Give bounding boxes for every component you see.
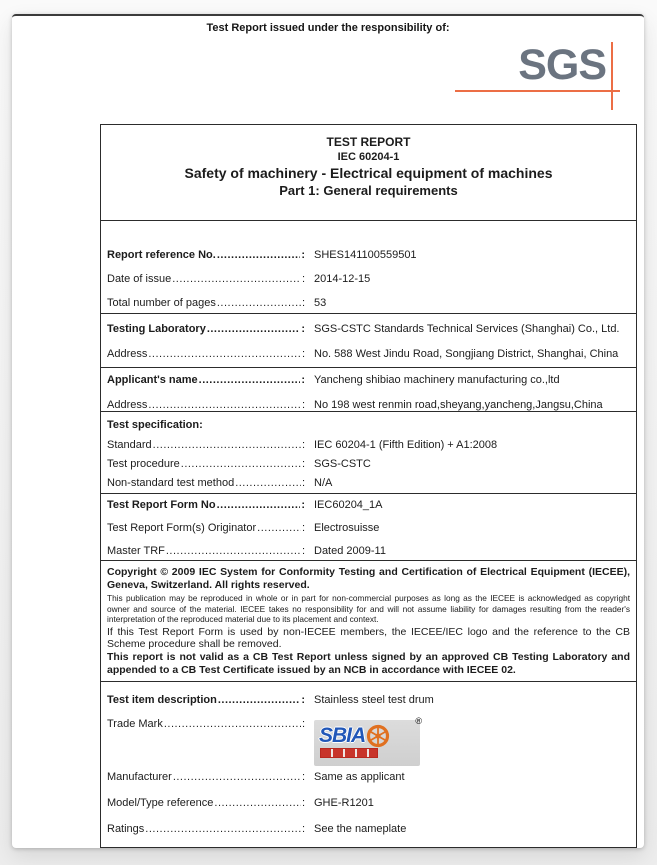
dotted-leader [173,771,301,783]
field-label: Total number of pages [107,296,216,309]
field-value: SGS-CSTC Standards Technical Services (Shanghai) Co., Ltd. [314,323,620,336]
field-label: Test Report Form No [107,499,216,512]
dotted-leader [218,694,301,706]
form-no-row [107,494,630,517]
applicant-name-row [107,368,630,393]
field-label: Report reference No. [107,248,216,261]
dotted-leader [164,718,301,730]
field-value: 53 [314,296,327,309]
section-report-form [101,493,636,561]
applicant-address-row [107,393,630,411]
colon: : [301,348,305,361]
dotted-leader [145,823,301,835]
dotted-leader [148,348,301,360]
copyright-small-print: This publication may be reproduced in whole or in part for non-commercial purposes as long as the IECEE is acknowledged as copyright owner and source of the material. IECEE takes no responsibility for and will not assume liability for damages resulting from the reader's interpretation of the reproduced material due to its placement and context. [107,593,630,625]
dotted-leader [153,439,301,451]
registered-trademark-symbol: ® [415,716,422,727]
form-originator-row [107,517,630,540]
colon: : [301,823,305,836]
field-value: N/A [314,477,333,490]
testing-laboratory-row [107,317,630,342]
field-value: IEC 60204-1 (Fifth Edition) + A1:2008 [314,439,498,452]
section-applicant [101,367,636,411]
dotted-leader [217,297,301,309]
colon: : [301,296,305,309]
section-test-specification [101,411,636,493]
laboratory-address-row [107,342,630,367]
trade-mark-row [107,712,630,764]
field-label: Model/Type reference [107,797,214,810]
trademark-logo [314,716,422,766]
field-label: Test procedure [107,458,180,471]
test-specification-heading: Test specification: [107,418,203,431]
master-trf-row [107,540,630,561]
page-card [12,14,644,848]
copyright-removal-note: If this Test Report Form is used by non-IECEE members, the IECEE/IEC logo and the reference to the CB Scheme procedure shall be removed. [107,625,630,651]
dotted-leader [235,477,301,489]
field-value: Same as applicant [314,771,405,784]
field-label: Test item description [107,694,217,707]
field-label: Applicant's name [107,374,198,387]
title-standard-number: IEC 60204-1 [337,151,400,163]
title-subtitle: Safety of machinery - Electrical equipment of machines [184,165,553,181]
section-copyright [101,560,636,681]
colon: : [301,694,305,707]
dotted-leader [217,499,301,511]
colon: : [301,272,305,285]
field-value: Dated 2009-11 [314,545,386,558]
dotted-leader [257,522,301,534]
title-block [101,125,636,220]
field-label: Test Report Form(s) Originator [107,522,257,535]
header-note: Test Report issued under the responsibility of: [206,22,450,34]
field-value: SHES141100559501 [314,248,417,261]
colon: : [301,439,305,452]
field-label: Address [107,399,148,411]
field-value: SGS-CSTC [314,458,371,471]
dotted-leader [199,374,301,386]
field-label: Ratings [107,823,145,836]
colon: : [301,545,305,558]
trademark-logo-text: SBIA [319,724,366,748]
field-label: Standard [107,439,152,452]
field-value: No 198 west renmin road,sheyang,yancheng,Jangsu,China [314,399,603,411]
dotted-leader [148,399,301,410]
section-report-info [101,220,636,313]
dotted-leader [181,458,301,470]
test-procedure-row [107,455,630,474]
sgs-crosshair-horizontal-line [455,90,620,92]
dotted-leader [207,323,301,335]
colon: : [301,374,305,387]
non-standard-method-row [107,474,630,493]
dotted-leader [214,797,301,809]
test-item-description-row [107,688,630,712]
colon: : [301,797,305,810]
copyright-intro: Copyright © 2009 IEC System for Conformity Testing and Certification of Electrical Equipment (IECEE), Geneva, Switzerland. All rights reserved. [107,566,630,592]
model-type-row [107,790,630,816]
section-testing-laboratory [101,313,636,367]
field-value: See the nameplate [314,823,407,836]
standard-row [107,436,630,455]
section-test-item [101,681,636,847]
field-value: Yancheng shibiao machinery manufacturing co.,ltd [314,374,560,387]
colon: : [301,399,305,411]
dotted-leader [172,273,301,285]
colon: : [301,458,305,471]
trademark-chinese-text-strip [320,748,378,758]
sgs-logo-text: SGS [518,41,606,89]
field-value: Electrosuisse [314,522,380,535]
colon: : [301,323,305,336]
field-label: Testing Laboratory [107,323,206,336]
title-part: Part 1: General requirements [279,183,458,198]
report-reference-row [107,243,630,267]
field-label: Address [107,348,148,361]
total-pages-row [107,291,630,313]
copyright-validity-note: This report is not valid as a CB Test Report unless signed by an approved CB Testing Laboratory and appended to a CB Test Certificate issued by an NCB in accordance with IECEE 02. [107,650,630,676]
wheel-icon [366,724,390,748]
sgs-crosshair-vertical-line [611,42,613,110]
colon: : [301,248,305,261]
dotted-leader [166,545,301,557]
title-test-report: TEST REPORT [326,135,411,149]
ratings-row [107,816,630,842]
field-value: Stainless steel test drum [314,694,434,707]
colon: : [301,771,305,784]
field-label: Master TRF [107,545,165,558]
report-table [100,124,637,848]
colon: : [301,499,305,512]
colon: : [301,477,305,490]
field-value: 2014-12-15 [314,272,371,285]
field-value: IEC60204_1A [314,499,383,512]
manufacturer-row [107,764,630,790]
date-of-issue-row [107,267,630,291]
field-value: No. 588 West Jindu Road, Songjiang District, Shanghai, China [314,348,619,361]
colon: : [301,522,305,535]
field-label: Trade Mark [107,718,163,731]
dotted-leader [217,249,301,261]
colon: : [301,718,305,731]
field-label: Manufacturer [107,771,172,784]
field-label: Non-standard test method [107,477,235,490]
field-label: Date of issue [107,272,172,285]
field-value: GHE-R1201 [314,797,374,810]
